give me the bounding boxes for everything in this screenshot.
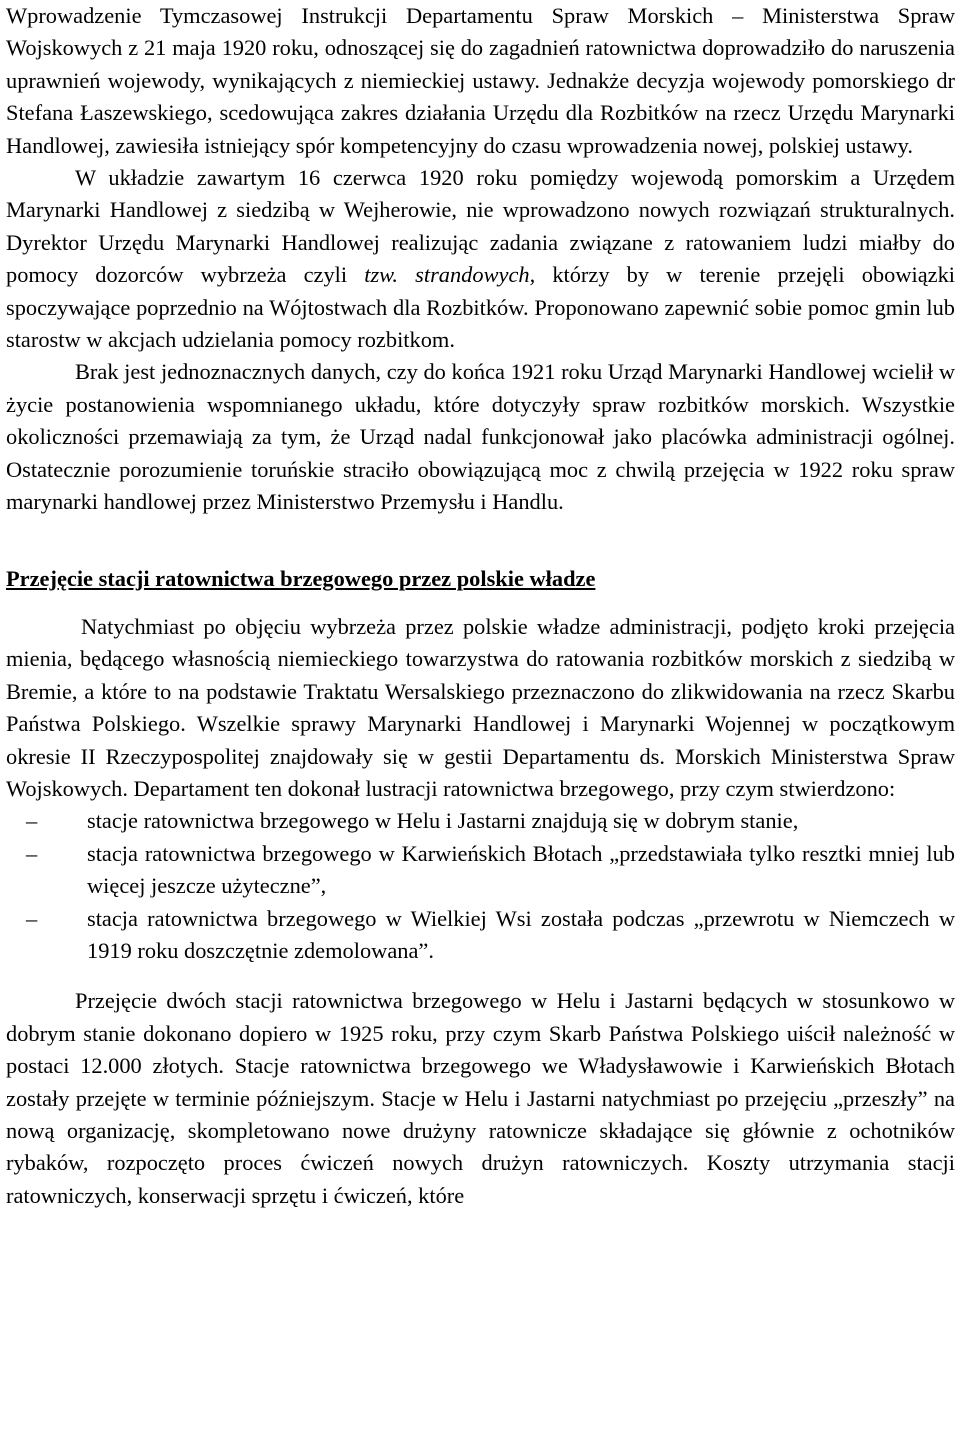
findings-list bbox=[6, 805, 955, 967]
paragraph-agreement-june-1920 bbox=[6, 162, 955, 356]
paragraph-agreement-text-after: którzy by w terenie przejęli obowiązki spoczywające poprzednio na Wójtostwach dla Rozbitków. Proponowano zapewnić sobie pomoc gmin lub starostw w akcjach udzielania pomocy rozbitkom. bbox=[6, 262, 956, 353]
list-item bbox=[6, 805, 955, 837]
section-title: Przejęcie stacji ratownictwa brzegowego przez polskie władze bbox=[6, 565, 596, 591]
list-item-text: stacja ratownictwa brzegowego w Karwieńskich Błotach „przedstawiała tylko resztki mniej lub więcej jeszcze użyteczne”, bbox=[87, 840, 955, 899]
paragraph-agreement-text-before: W układzie zawartym 16 czerwca 1920 roku pomiędzy wojewodą pomorskim a Urzędem Marynarki Handlowej z siedzibą w Wejherowie, nie wprowadzono nowych rozwiązań strukturalnych. Dyrektor Urzędu Marynarki Handlowej realizując zadania związane z ratowaniem ludzi miałby do pomocy dozorców wybrzeża czyli bbox=[6, 165, 955, 288]
list-item bbox=[6, 903, 955, 968]
dash-bullet: – bbox=[26, 905, 38, 931]
list-item-text: stacja ratownictwa brzegowego w Wielkiej Wsi została podczas „przewrotu w Niemczech w 1919 roku doszczętnie zdemolowana”. bbox=[87, 905, 955, 963]
paragraph-takeover-property: Natychmiast po objęciu wybrzeża przez polskie władze administracji, podjęto kroki przejęcia mienia, będącego własnością niemieckiego towarzystwa do ratowania rozbitków morskich z siedzibą w Bremie, a które to na podstawie Traktatu Wersalskiego przeznaczono do zlikwidowania na rzecz Skarbu Państwa Polskiego. Wszelkie sprawy Marynarki Handlowej i Marynarki Wojennej w początkowym okresie II Rzeczypospolitej znajdowały się w gestii Departamentu ds. Morskich Ministerstwa Spraw Wojskowych. Departament ten dokonał lustracji ratownictwa brzegowego, przy czym stwierdzono: bbox=[6, 613, 955, 801]
list-item bbox=[6, 838, 955, 903]
paragraph-office-status-1921: Brak jest jednoznacznych danych, czy do końca 1921 roku Urząd Marynarki Handlowej wcielił w życie postanowienia wspomnianego układu, które dotyczyły spraw rozbitków morskich. Wszystkie okoliczności przemawiają za tym, że Urząd nadal funkcjonował jako placówka administracji ogólnej. Ostatecznie porozumienie toruńskie straciło obowiązującą moc z chwilą przejęcia w 1922 roku spraw marynarki handlowej przez Ministerstwo Przemysłu i Handlu. bbox=[6, 359, 955, 515]
dash-bullet: – bbox=[26, 840, 38, 866]
list-item-text: stacje ratownictwa brzegowego w Helu i Jastarni znajdują się w dobrym stanie, bbox=[87, 808, 799, 834]
paragraph-takeover-1925: Przejęcie dwóch stacji ratownictwa brzegowego w Helu i Jastarni będących w stosunkowo w dobrym stanie dokonano dopiero w 1925 roku, przy czym Skarb Państwa Polskiego uiścił należność w postaci 12.000 złotych. Stacje ratownictwa brzegowego we Władysławowie i Karwieńskich Błotach zostały przejęte w terminie późniejszym. Stacje w Helu i Jastarni natychmiast po przejęciu „przeszły” na nową organizację, skompletowano nowe drużyny ratownicze składające się głównie z ochotników rybaków, rozpoczęto proces ćwiczeń nowych drużyn ratowniczych. Koszty utrzymania stacji ratowniczych, konserwacji sprzętu i ćwiczeń, które bbox=[6, 988, 955, 1208]
paragraph-agreement-italic-term: tzw. strandowych, bbox=[364, 262, 536, 288]
paragraph-instruction-1920: Wprowadzenie Tymczasowej Instrukcji Departamentu Spraw Morskich – Ministerstwa Spraw Wojskowych z 21 maja 1920 roku, odnoszącej się do zagadnień ratownictwa doprowadziło do naruszenia uprawnień wojewody, wynikających z niemieckiej ustawy. Jednakże decyzja wojewody pomorskiego dr Stefana Łaszewskiego, scedowująca zakres działania Urzędu dla Rozbitków na rzecz Urzędu Marynarki Handlowej, zawiesiła istniejący spór kompetencyjny do czasu wprowadzenia nowej, polskiej ustawy. bbox=[6, 3, 955, 158]
dash-bullet: – bbox=[26, 808, 38, 834]
